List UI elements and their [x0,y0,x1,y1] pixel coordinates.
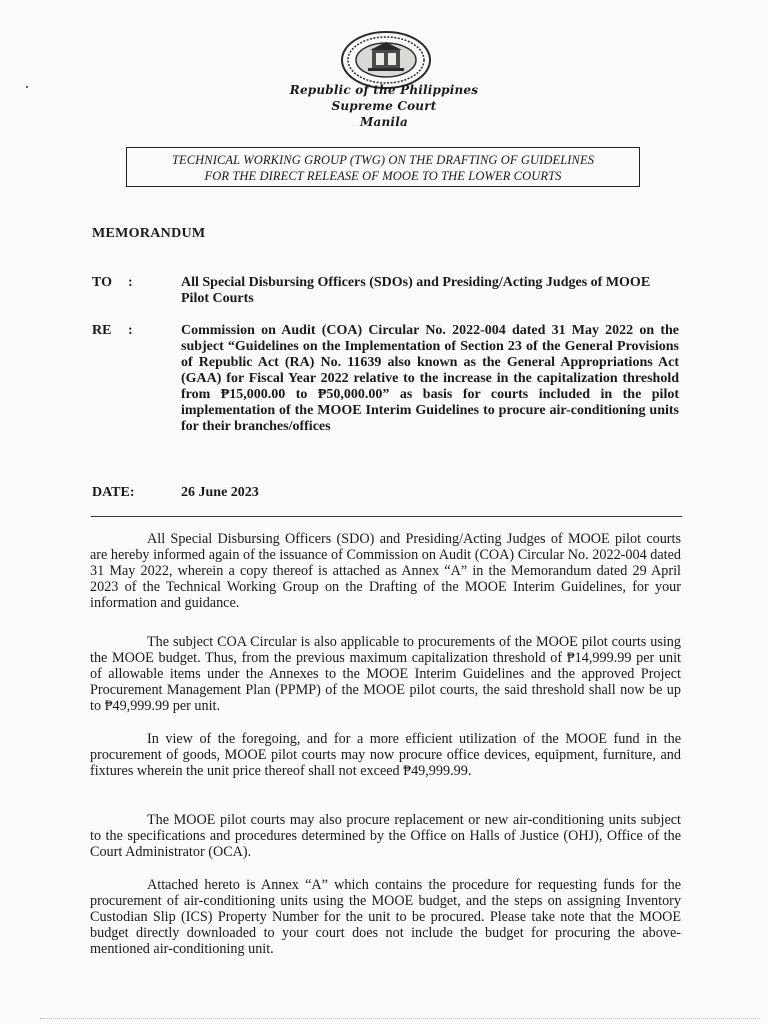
to-colon: : [128,275,133,290]
scan-artifact [40,1018,760,1019]
re-value: Commission on Audit (COA) Circular No. 2022-004 dated 31 May 2022 on the subject “Guidelines on the Implementation of Section 23 of the General Provisions of Republic Act (RA) No. 11639 also known as the General Appropriations Act (GAA) for Fiscal Year 2022 relative to the increase in the capitalization threshold from ₱15,000.00 to ₱50,000.00” as basis for courts included in the pilot implementation of the MOOE Interim Guidelines to procure air-conditioning units for their branches/offices [181,323,679,434]
twg-title-line-2: FOR THE DIRECT RELEASE OF MOOE TO THE LOWER COURTS [204,169,562,183]
body-paragraph-3: In view of the foregoing, and for a more efficient utilization of the MOOE fund in the procurement of goods, MOOE pilot courts may now procure office devices, equipment, furniture, and fixtures wherein the unit price thereof shall not exceed ₱49,999.99. [90,731,681,779]
date-value: 26 June 2023 [181,485,259,500]
letterhead [0,82,768,130]
re-colon: : [128,323,133,338]
twg-title-box [126,147,640,187]
body-paragraph-4: The MOOE pilot courts may also procure replacement or new air-conditioning units subject to the specifications and procedures determined by the Office on Halls of Justice (OHJ), Office of the Court Administrator (OCA). [90,812,681,860]
date-label: DATE: [92,485,135,500]
body-paragraph-2: The subject COA Circular is also applicable to procurements of the MOOE pilot courts using the MOOE budget. Thus, from the previous maximum capitalization threshold of ₱14,999.99 per unit of allowable items under the Annexes to the MOOE Interim Guidelines and the approved Project Procurement Management Plan (PPMP) of the MOOE pilot courts, the said threshold shall now be up to ₱49,999.99 per unit. [90,634,681,714]
supreme-court-seal-icon [340,30,432,90]
twg-title-line-1: TECHNICAL WORKING GROUP (TWG) ON THE DRAFTING OF GUIDELINES [171,153,595,167]
header-divider [91,516,682,517]
body-paragraph-5: Attached hereto is Annex “A” which contains the procedure for requesting funds for the procurement of air-conditioning units using the MOOE budget, and the steps on assigning Inventory Custodian Slip (ICS) Property Number for the unit to be procured. Please take note that the MOOE budget directly downloaded to your court does not include the budget for procuring the above-mentioned air-conditioning unit. [90,877,681,957]
to-label: TO [92,275,112,290]
re-label: RE [92,323,112,338]
letterhead-city: Manila [360,115,408,129]
letterhead-country: Republic of the Philippines [289,83,479,97]
memorandum-title: MEMORANDUM [92,226,206,241]
to-value: All Special Disbursing Officers (SDOs) and Presiding/Acting Judges of MOOE Pilot Courts [181,275,651,306]
body-paragraph-1: All Special Disbursing Officers (SDO) and Presiding/Acting Judges of MOOE pilot courts are hereby informed again of the issuance of Commission on Audit (COA) Circular No. 2022-004 dated 31 May 2022, wherein a copy thereof is attached as Annex “A” in the Memorandum dated 29 April 2023 of the Technical Working Group on the Drafting of the MOOE Interim Guidelines, for your information and guidance. [90,531,681,611]
letterhead-court: Supreme Court [331,99,437,113]
